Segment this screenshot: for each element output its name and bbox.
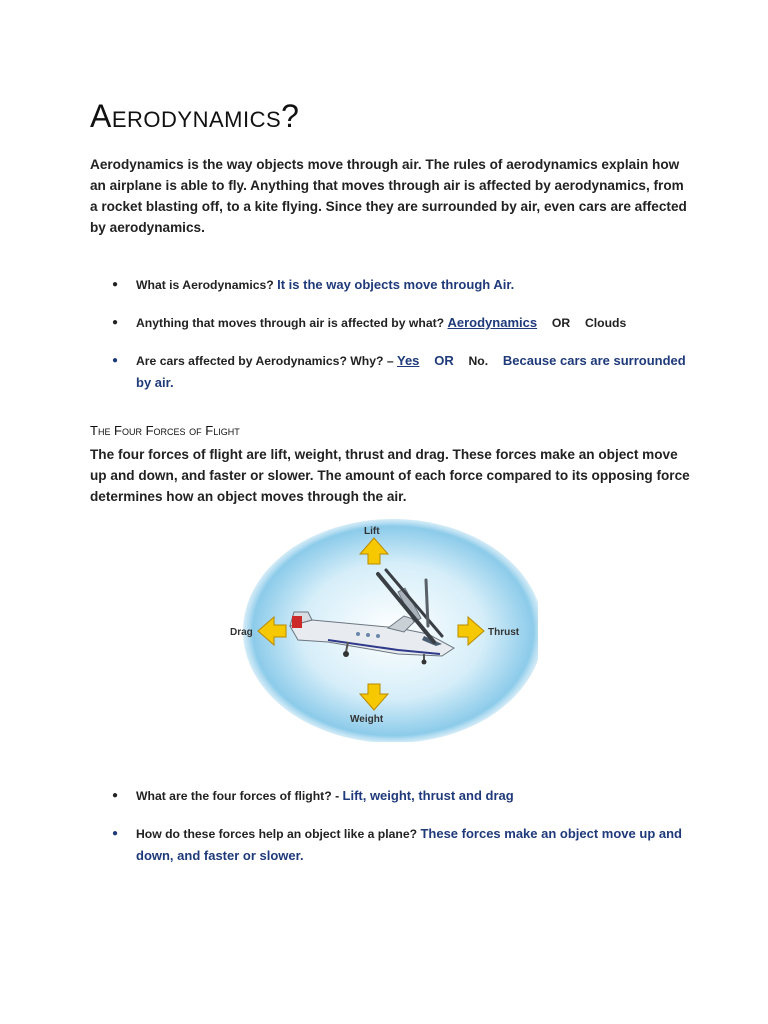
diagram-svg	[228, 516, 538, 742]
or-text: OR	[551, 316, 571, 330]
other-choice: Clouds	[584, 316, 627, 330]
list-item	[112, 350, 692, 394]
four-forces-diagram	[228, 516, 538, 742]
answer-text: These forces make an object move up and down, and faster or slower.	[136, 826, 682, 863]
bullet-icon: ●	[112, 355, 119, 366]
question-text: What is Aerodynamics?	[136, 278, 274, 292]
list-item	[112, 823, 692, 867]
question-text: Are cars affected by Aerodynamics? Why? –	[136, 354, 394, 368]
list-item	[112, 785, 692, 807]
selected-choice: Aerodynamics	[447, 315, 538, 330]
thrust-label: Thrust	[488, 627, 520, 638]
lift-label: Lift	[364, 526, 380, 537]
forces-paragraph: The four forces of flight are lift, weight, thrust and drag. These forces make an object move up and down, and faster or slower. The amount of each force compared to its opposing force determines how an object moves through the air.	[90, 447, 690, 504]
answer-text: Lift, weight, thrust and drag	[342, 788, 514, 803]
answer-text: It is the way objects move through Air.	[277, 277, 515, 292]
section-heading: The Four Forces of Flight	[90, 423, 240, 438]
list-item	[112, 312, 692, 334]
other-choice: No.	[468, 354, 489, 368]
question-text: Anything that moves through air is affected by what?	[136, 316, 445, 330]
drag-label: Drag	[230, 627, 253, 638]
question-text: How do these forces help an object like a plane?	[136, 827, 418, 841]
bullet-icon: ●	[112, 790, 119, 801]
question-text: What are the four forces of flight? -	[136, 789, 340, 803]
bullet-icon: ●	[112, 317, 119, 328]
or-text: OR	[434, 353, 454, 368]
bullet-icon: ●	[112, 828, 119, 839]
selected-choice: Yes	[397, 353, 420, 368]
answer-text: Because cars are surrounded by air.	[136, 353, 686, 390]
bullet-icon: ●	[112, 279, 119, 290]
weight-label: Weight	[350, 714, 384, 725]
list-item	[112, 274, 692, 296]
intro-paragraph: Aerodynamics is the way objects move through air. The rules of aerodynamics explain how an airplane is able to fly. Anything that moves through air is affected by aerodynamics, from a rocket blasting off, to a kite flying. Since they are surrounded by air, even cars are affected by aerodynamics.	[90, 157, 687, 235]
page-title: Aerodynamics?	[90, 98, 300, 134]
